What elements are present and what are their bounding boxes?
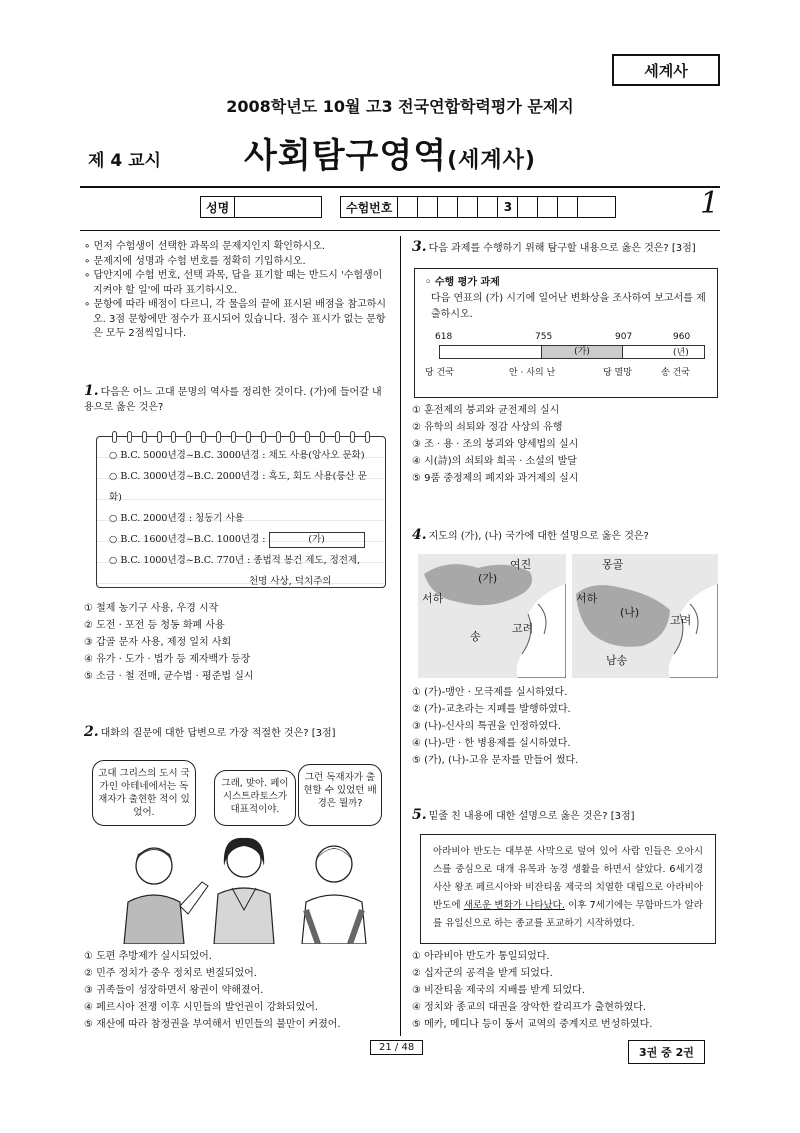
- instruction-item: ∘ 먼저 수험생이 선택한 과목의 문제지인지 확인하시오.: [84, 240, 390, 255]
- answer-option[interactable]: ① 도편 추방제가 실시되었어.: [84, 951, 212, 962]
- answer-option[interactable]: ⑤ 재산에 따라 참정권을 부여해서 빈민들의 불만이 커졌어.: [84, 1019, 341, 1030]
- exam-number-cell[interactable]: [558, 197, 578, 217]
- passage-underline: 새로운 변화가 나타났다.: [463, 900, 565, 911]
- exam-number-cell[interactable]: [538, 197, 558, 217]
- answer-option[interactable]: ③ 귀족들이 성장하면서 왕권이 약해졌어.: [84, 985, 264, 996]
- period-label: 제 4 교시: [88, 151, 161, 171]
- area-title-sub: (세계사): [447, 148, 536, 173]
- timeline-event: 당 건국: [425, 368, 454, 378]
- question-number: 3.: [412, 239, 427, 255]
- answer-option[interactable]: ④ 유가 · 도가 · 법가 등 제자백가 등장: [84, 654, 251, 665]
- note-line: ○ B.C. 1000년경~B.C. 770년 : 종법적 봉건 제도, 정전제,: [109, 555, 361, 566]
- exam-number-cell[interactable]: [438, 197, 458, 217]
- speech-bubble-3: 그런 독재자가 출현할 수 있었던 배경은 뭘까?: [298, 764, 382, 826]
- question-1-options: [84, 600, 390, 685]
- timeline-event: 당 멸망: [603, 368, 632, 378]
- exam-number-cell[interactable]: [418, 197, 438, 217]
- instruction-item: ∘ 문항에 따라 배점이 다르니, 각 물음의 끝에 표시된 배점을 참고하시오. 3점 문항에만 점수가 표시되어 있습니다. 점수 표시가 없는 문항은 모두 2점씩입니다.: [84, 298, 390, 342]
- answer-option[interactable]: ① 아라비아 반도가 통일되었다.: [412, 951, 550, 962]
- task-title: ◦ 수행 평가 과제: [425, 277, 500, 288]
- map-label: (나): [620, 606, 640, 619]
- answer-option[interactable]: ④ 페르시아 전쟁 이후 시민들의 발언권이 강화되었어.: [84, 1002, 319, 1013]
- answer-option[interactable]: ④ 시(詩)의 쇠퇴와 희곡 · 소설의 발달: [412, 456, 577, 467]
- dialogue-illustration: [84, 748, 390, 944]
- speech-bubble-2: 그래, 맞아. 페이시스트라토스가 대표적이야.: [214, 770, 296, 826]
- instruction-item: ∘ 답안지에 수험 번호, 선택 과목, 답을 표기할 때는 반드시 '수험생이 지켜야 할 일'에 따라 표기하시오.: [84, 269, 390, 298]
- answer-option[interactable]: ④ 정치와 종교의 대권을 장악한 칼리프가 출현하였다.: [412, 1002, 647, 1013]
- name-label: 성명: [201, 197, 235, 217]
- map-label: 남송: [606, 654, 628, 667]
- exam-number-cell[interactable]: 3: [498, 197, 518, 217]
- question-number: 5.: [412, 807, 427, 823]
- question-number: 1.: [84, 383, 99, 399]
- map-ga: [418, 554, 566, 678]
- answer-option[interactable]: ② 민주 정치가 중우 정치로 변질되었어.: [84, 968, 257, 979]
- map-label: 서하: [422, 592, 444, 605]
- answer-option[interactable]: ① (가)-맹안 · 모극제를 실시하였다.: [412, 687, 568, 698]
- timeline-year: 960 (년): [673, 332, 691, 358]
- timeline-year: 907: [615, 332, 633, 342]
- subject-box: 세계사: [612, 54, 720, 86]
- name-field[interactable]: [200, 196, 322, 218]
- answer-option[interactable]: ⑤ 소금 · 철 전매, 균수법 · 평준법 실시: [84, 671, 254, 682]
- question-number: 4.: [412, 527, 427, 543]
- task-box: [414, 268, 718, 398]
- answer-option[interactable]: ⑤ 메카, 메디나 등이 동서 교역의 중계지로 번성하였다.: [412, 1019, 653, 1030]
- passage-text: 아라비아 반도는 대부분 사막으로 덮여 있어 사람 인들은 오아시스를 중심으로 대개 유목과 농경 생활을 하면서 살았다. 6세기경 사산 왕조 페르시아와 비잔티움 제국의 치열한 대립으로 아라비아 반도에: [433, 846, 703, 911]
- note-line: ○ B.C. 1600년경~B.C. 1000년경 : (가): [109, 529, 375, 550]
- answer-option[interactable]: ③ 비잔티움 제국의 지배를 받게 되었다.: [412, 985, 585, 996]
- exam-number-cell[interactable]: [458, 197, 478, 217]
- page-number: 1: [700, 186, 720, 221]
- history-notebook: [96, 436, 386, 588]
- note-line: ○ B.C. 2000년경 : 청동기 사용: [109, 513, 244, 524]
- header-rule: [80, 186, 720, 188]
- passage-box: [420, 834, 716, 944]
- question-text: 대화의 질문에 대한 답변으로 가장 적절한 것은? [3점]: [100, 728, 336, 739]
- instruction-item: ∘ 문제지에 성명과 수험 번호를 정확히 기입하시오.: [84, 255, 390, 270]
- question-2-options: [84, 948, 390, 1033]
- exam-number-cell[interactable]: [518, 197, 538, 217]
- exam-number-cell[interactable]: [578, 197, 598, 217]
- map-label: (가): [478, 572, 498, 585]
- instructions-list: [84, 240, 390, 342]
- exam-number-field[interactable]: [340, 196, 616, 218]
- speech-bubble-1: 고대 그리스의 도시 국가인 아테네에서는 독재자가 출현한 적이 있었어.: [92, 760, 196, 826]
- map-label: 송: [470, 630, 481, 643]
- column-separator: [400, 236, 401, 1036]
- answer-option[interactable]: ② 십자군의 공격을 받게 되었다.: [412, 968, 553, 979]
- question-text: 밑줄 친 내용에 대한 설명으로 옳은 것은? [3점]: [428, 811, 635, 822]
- timeline-event: 안 · 사의 난: [509, 368, 556, 378]
- question-text: 다음은 어느 고대 문명의 역사를 정리한 것이다. (가)에 들어갈 내용으로 옳은 것은?: [84, 387, 382, 413]
- answer-option[interactable]: ⑤ (가), (나)-고유 문자를 만들어 썼다.: [412, 755, 579, 766]
- answer-option[interactable]: ④ (나)-만 · 한 병용제를 실시하였다.: [412, 738, 571, 749]
- answer-option[interactable]: ② 도전 · 포전 등 청동 화폐 사용: [84, 620, 225, 631]
- question-3-options: [412, 402, 720, 487]
- map-na: [572, 554, 718, 678]
- answer-option[interactable]: ① 철제 농기구 사용, 우경 시작: [84, 603, 219, 614]
- note-line: ○ B.C. 5000년경~B.C. 3000년경 : 채도 사용(앙사오 문화): [109, 450, 365, 461]
- question-4-options: [412, 684, 720, 769]
- section-rule: [80, 230, 720, 231]
- question-5-options: [412, 948, 720, 1033]
- question-2-stem: [84, 725, 390, 741]
- answer-option[interactable]: ③ 조 · 용 · 조의 붕괴와 양세법의 실시: [412, 439, 579, 450]
- question-5-stem: [412, 808, 720, 824]
- map-label: 고려: [512, 622, 534, 635]
- map-label: 몽골: [602, 558, 624, 571]
- question-1-stem: [84, 384, 390, 415]
- area-title-main: 사회탐구영역: [244, 136, 448, 176]
- note-line: 천명 사상, 덕치주의: [249, 576, 332, 587]
- answer-option[interactable]: ① 훈전제의 붕괴와 균전제의 실시: [412, 405, 560, 416]
- volume-label: 3권 중 2권: [628, 1040, 705, 1064]
- answer-option[interactable]: ③ (나)-신사의 특권을 인정하였다.: [412, 721, 562, 732]
- question-text: 지도의 (가), (나) 국가에 대한 설명으로 옳은 것은?: [428, 531, 649, 542]
- exam-title: 2008학년도 10월 고3 전국연합학력평가 문제지: [226, 97, 574, 116]
- exam-number-label: 수험번호: [341, 197, 398, 217]
- students-illustration: [84, 826, 390, 944]
- page-fraction: 21 / 48: [370, 1040, 423, 1055]
- question-4-stem: [412, 528, 720, 544]
- question-3-stem: [412, 240, 720, 256]
- note-line: ○ B.C. 3000년경~B.C. 2000년경 : 흑도, 회도 사용(룽산 문화): [109, 471, 367, 503]
- task-body: 다음 연표의 (가) 시기에 일어난 변화상을 조사하여 보고서를 제출하시오.: [431, 293, 706, 320]
- map-label: 여진: [510, 558, 532, 571]
- question-number: 2.: [84, 724, 99, 740]
- map-label: 고려: [670, 614, 692, 627]
- question-text: 다음 과제를 수행하기 위해 탐구할 내용으로 옳은 것은? [3점]: [428, 243, 696, 254]
- exam-number-cell[interactable]: [398, 197, 418, 217]
- timeline-event: 송 건국: [661, 368, 690, 378]
- passage-text: 이후 7세기에는 무함마드가 알라를 유일신으로 하는 종교를 포교하기 시작하였다.: [433, 900, 703, 929]
- map-label: 서하: [576, 592, 598, 605]
- answer-option[interactable]: ③ 갑골 문자 사용, 제정 일치 사회: [84, 637, 232, 648]
- answer-option[interactable]: ② (가)-교초라는 지폐를 발행하였다.: [412, 704, 571, 715]
- timeline-blank: (가): [541, 345, 623, 359]
- timeline-year: 618: [435, 332, 453, 342]
- blank-box: (가): [269, 532, 365, 548]
- area-title: [244, 128, 536, 177]
- answer-option[interactable]: ② 유학의 쇠퇴와 정감 사상의 유행: [412, 422, 563, 433]
- answer-option[interactable]: ⑤ 9품 중정제의 폐지와 과거제의 실시: [412, 473, 579, 484]
- exam-number-cell[interactable]: [478, 197, 498, 217]
- notebook-spiral: [97, 431, 385, 443]
- timeline: [425, 329, 707, 391]
- timeline-year: 755: [535, 332, 553, 342]
